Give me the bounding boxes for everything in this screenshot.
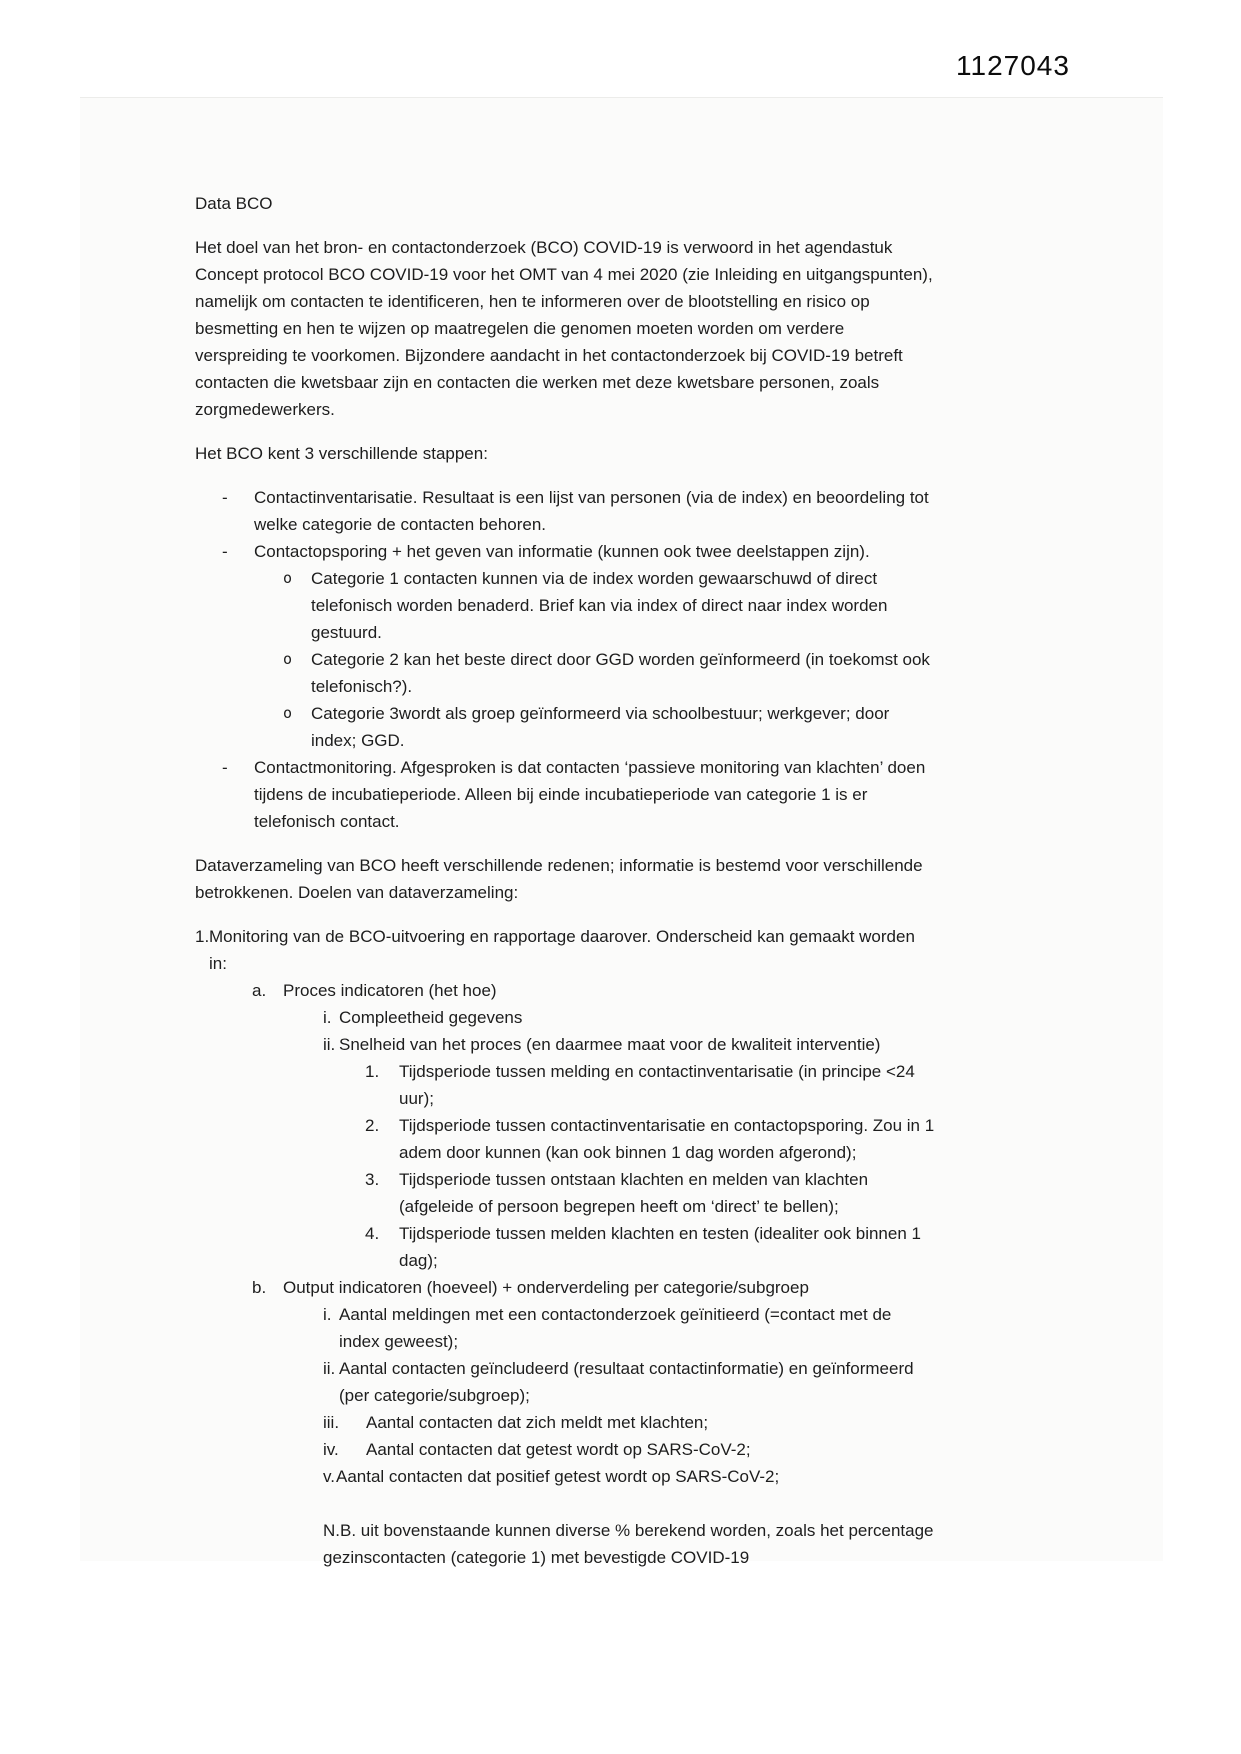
list-item-text: Snelheid van het proces (en daarmee maat voor de kwaliteit interventie): [339, 1035, 881, 1054]
document-number: 1127043: [956, 50, 1070, 81]
list-item: [323, 1409, 935, 1436]
list-item: [365, 1058, 935, 1112]
list-item: [252, 977, 935, 1004]
list-item: [323, 1436, 935, 1463]
number-marker: 1.: [365, 1062, 380, 1081]
list-item: [222, 754, 935, 835]
list-item: [323, 1355, 935, 1409]
list-item-text: Aantal meldingen met een contactonderzoek geïnitieerd (=contact met de index geweest);: [339, 1305, 892, 1351]
number-marker: 1.: [195, 927, 210, 946]
list-item: [283, 565, 935, 646]
list-item: [323, 1004, 935, 1031]
page-title: Data BCO: [195, 194, 273, 213]
list-item-text: Categorie 2 kan het beste direct door GGD worden geïnformeerd (in toekomst ook telefonisch?).: [311, 650, 930, 696]
list-item-text: Tijdsperiode tussen ontstaan klachten en melden van klachten (afgeleide of persoon begrepen heeft om ‘direct’ te bellen);: [399, 1170, 869, 1216]
bullet-marker: -: [222, 488, 228, 507]
bullet-marker: o: [283, 704, 293, 722]
list-item: [365, 1220, 935, 1274]
roman-marker: iii.: [323, 1413, 340, 1432]
list-item-text: Contactinventarisatie. Resultaat is een lijst van personen (via de index) en beoordeling tot welke categorie de contacten behoren.: [254, 488, 929, 534]
list-item: [323, 1463, 935, 1490]
list-item-text: Tijdsperiode tussen melden klachten en testen (idealiter ook binnen 1 dag);: [399, 1224, 921, 1270]
list-item: [195, 923, 935, 977]
list-item-text: Proces indicatoren (het hoe): [283, 981, 497, 1000]
roman-marker: i.: [323, 1305, 332, 1324]
letter-marker: b.: [252, 1278, 267, 1297]
list-item: [252, 1274, 935, 1301]
list-item: [365, 1166, 935, 1220]
list-item: [222, 484, 935, 538]
list-item-text: Aantal contacten dat getest wordt op SARS-CoV-2;: [366, 1440, 751, 1459]
list-item-text: Output indicatoren (hoeveel) + onderverdeling per categorie/subgroep: [283, 1278, 809, 1297]
bullet-marker: -: [222, 758, 228, 777]
list-item: [323, 1031, 935, 1058]
list-item-text: Contactopsporing + het geven van informatie (kunnen ook twee deelstappen zijn).: [254, 542, 870, 561]
list-item: [283, 700, 935, 754]
list-item-text: Aantal contacten dat zich meldt met klachten;: [366, 1413, 709, 1432]
number-marker: 2.: [365, 1116, 380, 1135]
list-item-text: Categorie 1 contacten kunnen via de index worden gewaarschuwd of direct telefonisch worden benaderd. Brief kan via index of direct naar index worden gestuurd.: [311, 569, 888, 642]
roman-marker: i.: [323, 1008, 332, 1027]
list-item-text: Monitoring van de BCO-uitvoering en rapportage daarover. Onderscheid kan gemaakt worden in:: [209, 927, 915, 973]
roman-marker: v.: [323, 1467, 335, 1486]
number-marker: 3.: [365, 1170, 380, 1189]
letter-marker: a.: [252, 981, 267, 1000]
steps-list: [195, 484, 935, 835]
nb-note: N.B. uit bovenstaande kunnen diverse % berekend worden, zoals het percentage gezinscontacten (categorie 1) met bevestigde COVID-19: [323, 1521, 934, 1567]
list-item-text: Compleetheid gegevens: [339, 1008, 523, 1027]
intro-paragraph: Het doel van het bron- en contactonderzoek (BCO) COVID-19 is verwoord in het agendastuk Concept protocol BCO COVID-19 voor het OMT van 4 mei 2020 (zie Inleiding en uitgangspunten), namelijk om contacten te identificeren, hen te informeren over de blootstelling en risico op besmetting en hen te wijzen op maatregelen die genomen moeten worden om verdere verspreiding te voorkomen. Bijzondere aandacht in het contactonderzoek bij COVID-19 betreft contacten die kwetsbaar zijn en contacten die werken met deze kwetsbare personen, zoals zorgmedewerkers.: [195, 238, 933, 419]
list-item: [283, 646, 935, 700]
roman-marker: ii.: [323, 1359, 336, 1378]
list-item: [323, 1301, 935, 1355]
list-item-text: Aantal contacten dat positief getest wordt op SARS-CoV-2;: [336, 1467, 780, 1486]
list-item-text: Tijdsperiode tussen contactinventarisatie en contactopsporing. Zou in 1 adem door kunnen (kan ook binnen 1 dag worden afgerond);: [399, 1116, 935, 1162]
number-marker: 4.: [365, 1224, 380, 1243]
roman-marker: iv.: [323, 1440, 339, 1459]
list-item: [365, 1112, 935, 1166]
bullet-marker: -: [222, 542, 228, 561]
bullet-marker: o: [283, 650, 293, 668]
roman-marker: ii.: [323, 1035, 336, 1054]
list-item-text: Categorie 3wordt als groep geïnformeerd via schoolbestuur; werkgever; door index; GGD.: [311, 704, 890, 750]
goals-list: [195, 923, 935, 1571]
data-collection-paragraph: Dataverzameling van BCO heeft verschillende redenen; informatie is bestemd voor verschillende betrokkenen. Doelen van dataverzameling:: [195, 856, 923, 902]
list-item-text: Aantal contacten geïncludeerd (resultaat contactinformatie) en geïnformeerd (per categorie/subgroep);: [339, 1359, 914, 1405]
document-body: [195, 190, 935, 1571]
list-item-text: Contactmonitoring. Afgesproken is dat contacten ‘passieve monitoring van klachten’ doen tijdens de incubatieperiode. Alleen bij einde incubatieperiode van categorie 1 is er telefonisch contact.: [254, 758, 926, 831]
list-item: [222, 538, 935, 565]
steps-heading: Het BCO kent 3 verschillende stappen:: [195, 444, 488, 463]
list-item-text: Tijdsperiode tussen melding en contactinventarisatie (in principe <24 uur);: [399, 1062, 915, 1108]
bullet-marker: o: [283, 569, 293, 587]
